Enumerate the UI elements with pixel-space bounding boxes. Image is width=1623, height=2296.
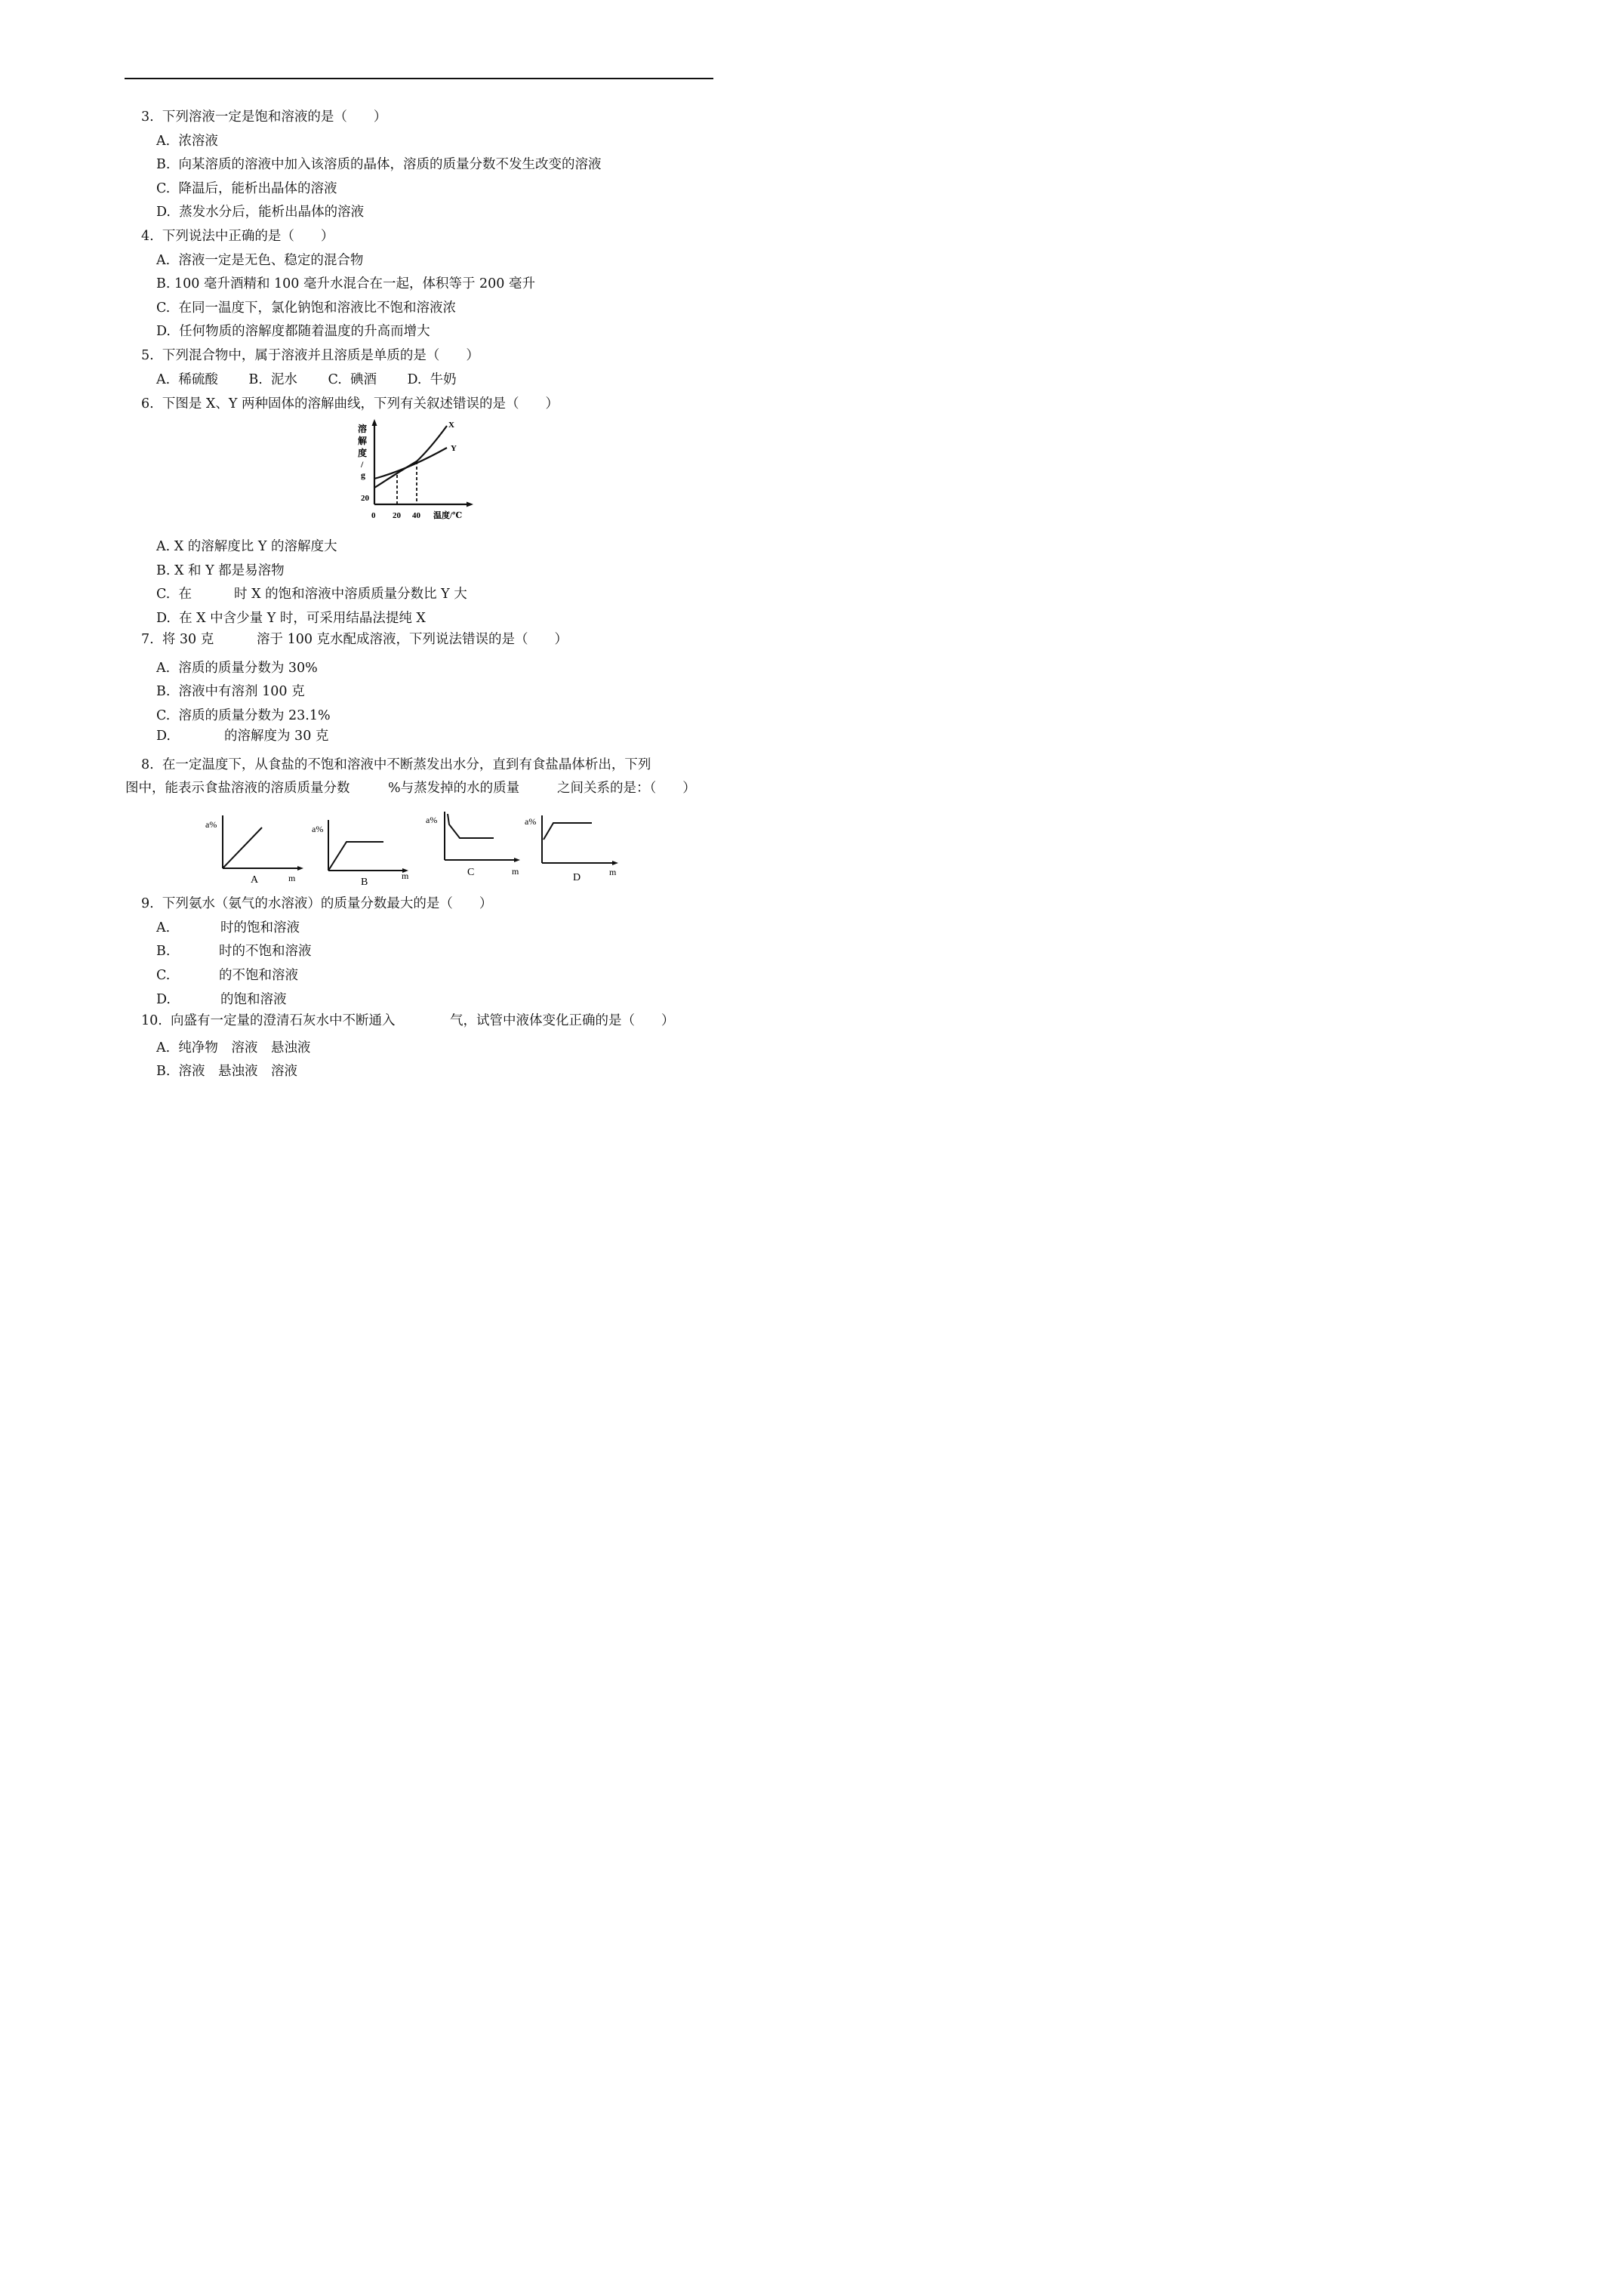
q3-option-a: A. 浓溶液: [156, 134, 218, 149]
graph-a-caption: A: [251, 874, 259, 886]
ylabel-char-2: 解: [358, 436, 368, 446]
q4-option-d: D. 任何物质的溶解度都随着温度的升高而增大: [156, 324, 430, 339]
ylabel-char-3: 度: [358, 448, 368, 458]
q6-stem: 6. 下图是 X、Y 两种固体的溶解曲线，下列有关叙述错误的是（ ）: [141, 396, 559, 411]
x-axis-label: 温度/℃: [433, 511, 463, 520]
graph-d-xlabel: m: [609, 867, 617, 877]
q10-option-a: A. 纯净物 溶液 悬浊液: [156, 1040, 311, 1056]
x-tick-20: 20: [393, 511, 401, 520]
q8-line1: 8. 在一定温度下，从食盐的不饱和溶液中不断蒸发出水分，直到有食盐晶体析出，下列: [141, 757, 651, 772]
q9-option-b-text: 时的不饱和溶液: [219, 944, 312, 959]
graph-c-curve: [448, 814, 494, 838]
q5-options: A. 稀硫酸 B. 泥水 C. 碘酒 D. 牛奶: [156, 372, 457, 387]
graph-b: [312, 820, 409, 888]
q8-line2-part3: 之间关系的是：（ ）: [557, 781, 696, 796]
graph-a-arrow: [297, 866, 303, 871]
q4-option-c: C. 在同一温度下，氯化钠饱和溶液比不饱和溶液浓: [156, 300, 456, 316]
q7-option-d-text: 的溶解度为 30 克: [224, 729, 329, 744]
q7-option-b: B. 溶液中有溶剂 100 克: [156, 684, 305, 699]
q9-option-a-label: A.: [156, 920, 171, 935]
q7-option-a: A. 溶质的质量分数为 30%: [156, 661, 318, 676]
q9-option-c-label: C.: [156, 968, 171, 983]
y-tick-20: 20: [361, 494, 369, 503]
q7-option-d-label: D.: [156, 729, 171, 744]
q6-option-a: A. X 的溶解度比 Y 的溶解度大: [156, 539, 337, 554]
q7-stem-part1: 7. 将 30 克: [141, 632, 214, 647]
q3-option-d: D. 蒸发水分后，能析出晶体的溶液: [156, 205, 365, 220]
q9-option-c-text: 的不饱和溶液: [219, 968, 298, 983]
graph-c: [426, 812, 520, 878]
q7-option-c: C. 溶质的质量分数为 23.1%: [156, 708, 331, 723]
q4-option-a: A. 溶液一定是无色、稳定的混合物: [156, 253, 364, 268]
ylabel-char-5: g: [361, 470, 365, 480]
graph-d-arrow: [612, 861, 618, 865]
q4-option-b: B. 100 毫升酒精和 100 毫升水混合在一起，体积等于 200 毫升: [156, 276, 536, 291]
q4-stem: 4. 下列说法中正确的是（ ）: [141, 229, 334, 244]
ylabel-char-4: /: [361, 459, 364, 470]
graph-a-curve: [223, 827, 262, 868]
graph-d-ylabel: a%: [525, 816, 537, 827]
q8-line2-part1: 图中，能表示食盐溶液的溶质质量分数: [125, 781, 350, 796]
graph-d-caption: D: [573, 872, 581, 883]
curve-x: [374, 426, 447, 488]
ylabel-char-1: 溶: [358, 424, 368, 434]
x-tick-40: 40: [412, 511, 420, 520]
graph-a-xlabel: m: [288, 873, 296, 883]
q9-option-b-label: B.: [156, 944, 171, 959]
q10-stem-part2: 气，试管中液体变化正确的是（ ）: [450, 1013, 675, 1028]
graph-d-curve: [544, 823, 592, 840]
q10-option-b: B. 溶液 悬浊液 溶液: [156, 1064, 298, 1079]
curve-y-label: Y: [451, 444, 457, 453]
graph-b-xlabel: m: [402, 871, 409, 881]
graph-d: [525, 815, 618, 883]
q3-option-c: C. 降温后，能析出晶体的溶液: [156, 181, 337, 196]
q6-option-c-text: 时 X 的饱和溶液中溶质质量分数比 Y 大: [234, 587, 467, 602]
q8-option-graphs: [198, 806, 630, 891]
curve-x-label: X: [448, 421, 454, 430]
q6-option-d: D. 在 X 中含少量 Y 时，可采用结晶法提纯 X: [156, 611, 426, 626]
x-tick-0: 0: [371, 511, 376, 520]
graph-a: [205, 815, 303, 886]
q9-stem: 9. 下列氨水（氨气的水溶液）的质量分数最大的是（ ）: [141, 896, 493, 911]
header-rule: [125, 78, 713, 79]
x-axis-arrow: [467, 502, 473, 507]
q3-stem: 3. 下列溶液一定是饱和溶液的是（ ）: [141, 109, 387, 125]
q6-option-b: B. X 和 Y 都是易溶物: [156, 563, 285, 578]
graph-b-ylabel: a%: [312, 824, 324, 834]
curve-y: [374, 448, 447, 479]
q8-line2-part2: %与蒸发掉的水的质量: [388, 781, 520, 796]
q9-option-d-text: 的饱和溶液: [220, 992, 287, 1007]
q10-stem-part1: 10. 向盛有一定量的澄清石灰水中不断通入: [141, 1013, 396, 1028]
q5-stem: 5. 下列混合物中，属于溶液并且溶质是单质的是（ ）: [141, 348, 479, 363]
y-axis-arrow: [372, 419, 377, 426]
graph-c-caption: C: [467, 867, 475, 878]
q9-option-a-text: 时的饱和溶液: [220, 920, 300, 935]
graph-c-arrow: [514, 858, 520, 862]
solubility-curve-figure: [355, 415, 483, 525]
q3-option-b: B. 向某溶质的溶液中加入该溶质的晶体，溶质的质量分数不发生改变的溶液: [156, 157, 602, 172]
q7-stem-part2: 溶于 100 克水配成溶液，下列说法错误的是（ ）: [257, 632, 568, 647]
graph-b-curve: [328, 842, 383, 871]
q9-option-d-label: D.: [156, 992, 171, 1007]
graph-c-ylabel: a%: [426, 815, 438, 825]
graph-a-ylabel: a%: [205, 819, 217, 830]
q6-option-c-label: C. 在: [156, 587, 192, 602]
graph-b-caption: B: [361, 877, 368, 888]
graph-c-xlabel: m: [512, 866, 519, 877]
